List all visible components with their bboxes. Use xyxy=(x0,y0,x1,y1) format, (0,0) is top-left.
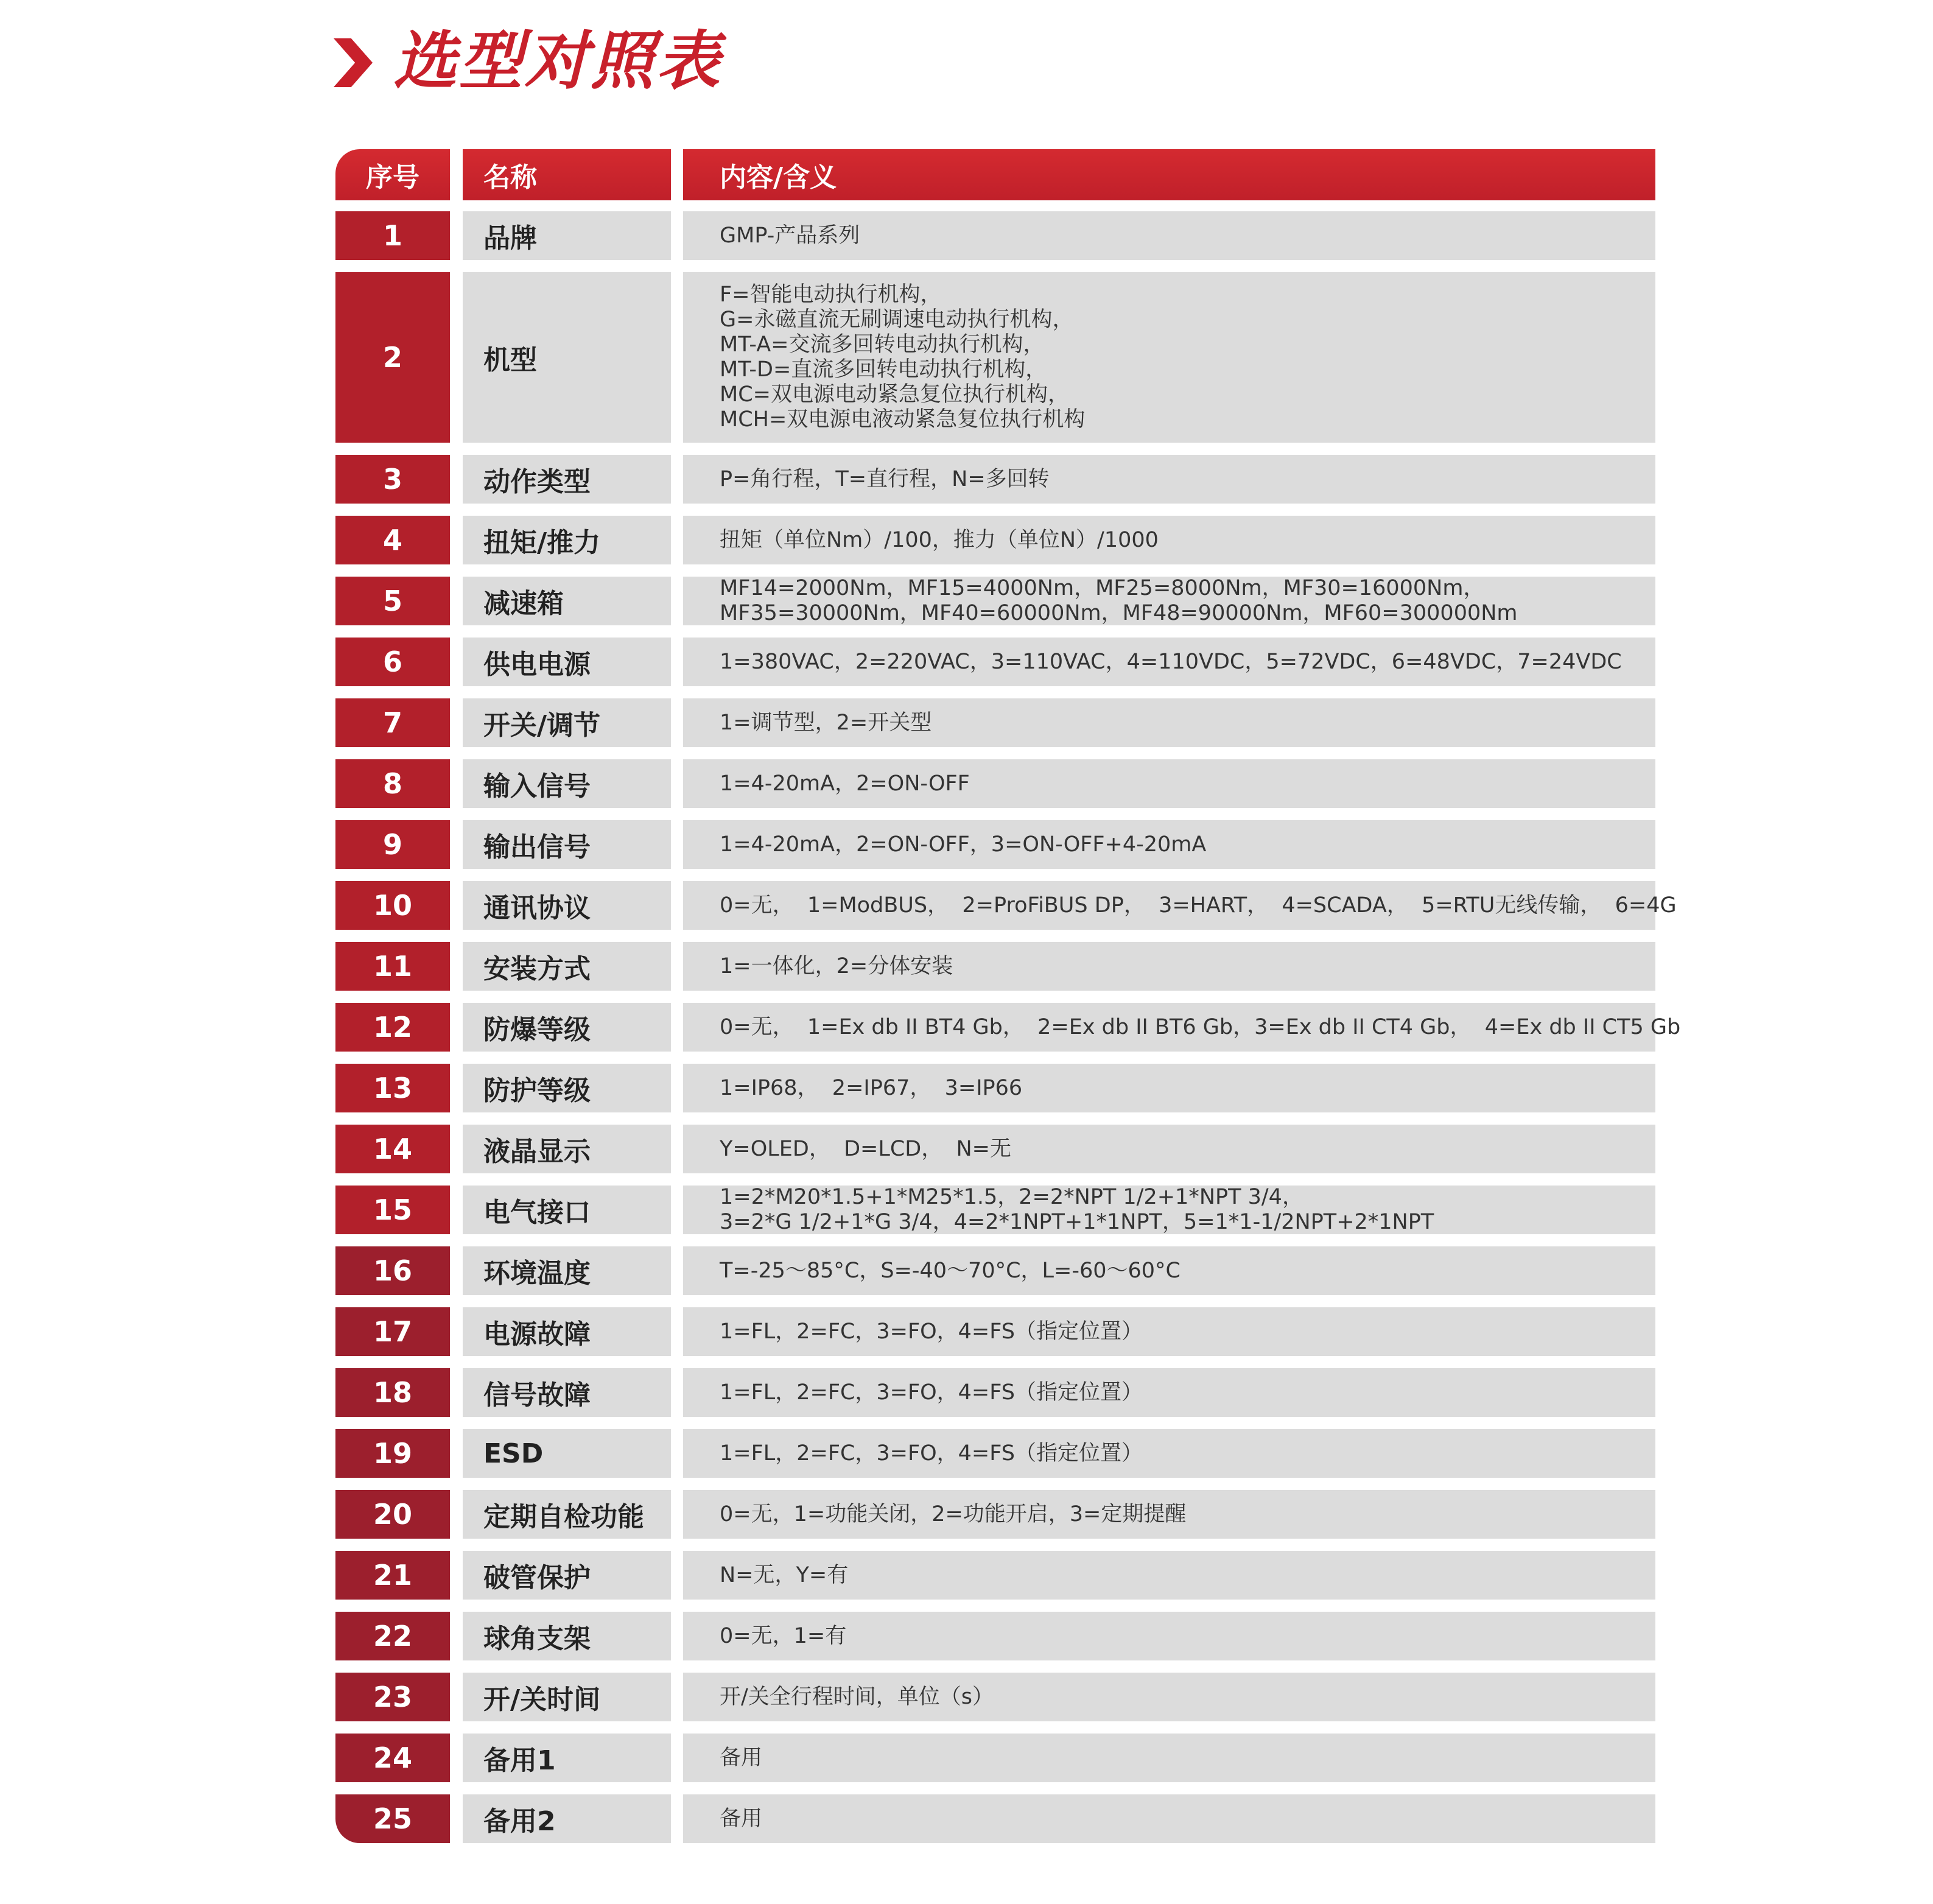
description-line: 1=一体化，2=分体安装 xyxy=(720,954,953,978)
description-line: F=智能电动执行机构， xyxy=(720,283,942,307)
row-number: 1 xyxy=(335,211,450,260)
description-lines xyxy=(720,1185,1434,1235)
header-desc: 内容/含义 xyxy=(683,149,1655,200)
table-row xyxy=(335,1246,1655,1295)
description-line: 1=4-20mA，2=ON-OFF，3=ON-OFF+4-20mA xyxy=(720,832,1207,857)
table-row xyxy=(335,820,1655,869)
row-name: 安装方式 xyxy=(463,942,671,991)
row-description xyxy=(683,942,1655,991)
table-row xyxy=(335,516,1655,564)
description-line: 1=4-20mA，2=ON-OFF xyxy=(720,771,970,796)
table-row xyxy=(335,272,1655,443)
row-name: 环境温度 xyxy=(463,1246,671,1295)
description-lines xyxy=(720,1441,1143,1466)
row-name: 定期自检功能 xyxy=(463,1490,671,1539)
description-lines xyxy=(720,1502,1186,1527)
table-row xyxy=(335,942,1655,991)
description-lines xyxy=(720,1380,1143,1405)
row-number: 2 xyxy=(335,272,450,443)
row-description xyxy=(683,1734,1655,1782)
description-lines xyxy=(720,1015,1680,1040)
row-description xyxy=(683,638,1655,686)
row-name: 破管保护 xyxy=(463,1551,671,1600)
header-no: 序号 xyxy=(335,149,450,200)
chevron-right-icon xyxy=(334,38,373,87)
description-lines xyxy=(720,1259,1180,1284)
description-lines xyxy=(720,1319,1143,1344)
row-description xyxy=(683,1125,1655,1173)
description-line: 扭矩（单位Nm）/100，推力（单位N）/1000 xyxy=(720,527,1159,552)
row-number: 23 xyxy=(335,1673,450,1721)
row-description xyxy=(683,1551,1655,1600)
row-number: 22 xyxy=(335,1612,450,1660)
row-number: 24 xyxy=(335,1734,450,1782)
table-row xyxy=(335,1003,1681,1052)
table-row xyxy=(335,759,1655,808)
row-description xyxy=(683,455,1655,504)
row-number: 15 xyxy=(335,1186,450,1234)
description-lines xyxy=(720,1563,848,1588)
description-line: MT-A=交流多回转电动执行机构， xyxy=(720,332,1045,357)
table-row xyxy=(335,1429,1655,1478)
description-lines xyxy=(720,1624,846,1649)
row-description xyxy=(683,1490,1655,1539)
row-number: 9 xyxy=(335,820,450,869)
row-name: 减速箱 xyxy=(463,577,671,625)
description-lines xyxy=(720,832,1206,857)
row-number: 12 xyxy=(335,1003,450,1052)
description-lines xyxy=(720,467,1050,492)
description-line: GMP-产品系列 xyxy=(720,223,860,248)
description-line: MF14=2000Nm，MF15=4000Nm，MF25=8000Nm，MF30=16000Nm， xyxy=(720,576,1485,600)
page-title-block xyxy=(334,24,722,97)
description-line: MC=双电源电动紧急复位执行机构， xyxy=(720,382,1069,407)
row-description xyxy=(683,759,1655,808)
row-name: 输出信号 xyxy=(463,820,671,869)
row-name: 扭矩/推力 xyxy=(463,516,671,564)
table-row xyxy=(335,1673,1655,1721)
description-lines xyxy=(720,650,1622,675)
row-description xyxy=(683,881,1677,930)
row-number: 5 xyxy=(335,577,450,625)
description-line: 1=IP68， 2=IP67， 3=IP66 xyxy=(720,1075,1023,1100)
row-name: 开/关时间 xyxy=(463,1673,671,1721)
row-number: 19 xyxy=(335,1429,450,1478)
row-name: 防爆等级 xyxy=(463,1003,671,1052)
row-number: 25 xyxy=(335,1794,450,1843)
description-lines xyxy=(720,954,953,979)
description-line: G=永磁直流无刷调速电动执行机构， xyxy=(720,307,1074,332)
description-line: N=无，Y=有 xyxy=(720,1562,849,1587)
description-lines xyxy=(720,1807,762,1832)
row-description xyxy=(683,1003,1681,1052)
description-line: 1=FL，2=FC，3=FO，4=FS（指定位置） xyxy=(720,1441,1143,1466)
table-row xyxy=(335,1551,1655,1600)
row-description xyxy=(683,1186,1655,1234)
table-row xyxy=(335,638,1655,686)
description-line: 1=380VAC，2=220VAC，3=110VAC，4=110VDC，5=72VDC，6=48VDC，7=24VDC xyxy=(720,649,1622,674)
row-number: 18 xyxy=(335,1368,450,1417)
row-name: 电源故障 xyxy=(463,1307,671,1356)
table-row xyxy=(335,1490,1655,1539)
row-description xyxy=(683,577,1655,625)
row-number: 4 xyxy=(335,516,450,564)
row-description xyxy=(683,1673,1655,1721)
row-name: 供电电源 xyxy=(463,638,671,686)
row-name: 液晶显示 xyxy=(463,1125,671,1173)
description-line: 1=2*M20*1.5+1*M25*1.5，2=2*NPT 1/2+1*NPT 3/4， xyxy=(720,1185,1303,1209)
row-description xyxy=(683,1612,1655,1660)
description-lines xyxy=(720,771,970,796)
row-number: 7 xyxy=(335,698,450,747)
row-name: 备用2 xyxy=(463,1794,671,1843)
header-name: 名称 xyxy=(463,149,671,200)
description-line: 备用 xyxy=(720,1745,763,1770)
table-row xyxy=(335,1734,1655,1782)
row-number: 11 xyxy=(335,942,450,991)
row-name: 动作类型 xyxy=(463,455,671,504)
description-line: MCH=双电源电液动紧急复位执行机构 xyxy=(720,407,1086,432)
description-line: Y=OLED， D=LCD， N=无 xyxy=(720,1136,1011,1161)
table-row xyxy=(335,211,1655,260)
page-title: 选型对照表 xyxy=(393,24,723,98)
table-row xyxy=(335,698,1655,747)
description-line: 备用 xyxy=(720,1806,763,1831)
row-description xyxy=(683,1246,1655,1295)
row-description xyxy=(683,1794,1655,1843)
table-row xyxy=(335,881,1677,930)
description-line: 0=无，1=功能关闭，2=功能开启，3=定期提醒 xyxy=(720,1502,1187,1526)
row-description xyxy=(683,1368,1655,1417)
description-lines xyxy=(720,1746,762,1771)
description-lines xyxy=(720,1137,1011,1162)
row-description xyxy=(683,820,1655,869)
table-row xyxy=(335,1064,1655,1112)
description-line: 0=无， 1=ModBUS， 2=ProFiBUS DP， 3=HART， 4=SCADA， 5=RTU无线传输， 6=4G xyxy=(720,893,1677,918)
table-row xyxy=(335,1186,1655,1234)
row-name: 备用1 xyxy=(463,1734,671,1782)
row-description xyxy=(683,211,1655,260)
description-line: 1=调节型，2=开关型 xyxy=(720,710,932,735)
row-name: 防护等级 xyxy=(463,1064,671,1112)
table-body xyxy=(335,211,1681,1843)
row-name: 电气接口 xyxy=(463,1186,671,1234)
table-row xyxy=(335,1307,1655,1356)
description-lines xyxy=(720,576,1518,626)
row-number: 3 xyxy=(335,455,450,504)
table-row xyxy=(335,1125,1655,1173)
table-row xyxy=(335,455,1655,504)
row-description xyxy=(683,1307,1655,1356)
row-name: 信号故障 xyxy=(463,1368,671,1417)
description-lines xyxy=(720,1685,994,1710)
description-lines xyxy=(720,1076,1022,1101)
row-number: 6 xyxy=(335,638,450,686)
table-header xyxy=(335,149,1655,200)
selection-table xyxy=(335,149,1681,1855)
description-line: MT-D=直流多回转电动执行机构， xyxy=(720,357,1047,382)
description-line: 开/关全行程时间，单位（s） xyxy=(720,1684,994,1709)
description-lines xyxy=(720,283,1085,432)
row-name: 通讯协议 xyxy=(463,881,671,930)
row-description xyxy=(683,272,1655,443)
table-row xyxy=(335,1612,1655,1660)
row-description xyxy=(683,516,1655,564)
table-row xyxy=(335,1794,1655,1843)
row-number: 14 xyxy=(335,1125,450,1173)
row-name: 品牌 xyxy=(463,211,671,260)
row-name: 机型 xyxy=(463,272,671,443)
table-row xyxy=(335,1368,1655,1417)
description-line: T=-25～85°C，S=-40～70°C，L=-60～60°C xyxy=(720,1258,1180,1283)
description-line: 0=无， 1=Ex db II BT4 Gb， 2=Ex db II BT6 Gb，3=Ex db II CT4 Gb， 4=Ex db II CT5 Gb xyxy=(720,1014,1681,1039)
row-description xyxy=(683,698,1655,747)
row-description xyxy=(683,1064,1655,1112)
description-lines xyxy=(720,528,1159,553)
description-lines xyxy=(720,223,860,248)
row-number: 16 xyxy=(335,1246,450,1295)
row-name: 球角支架 xyxy=(463,1612,671,1660)
description-line: 0=无，1=有 xyxy=(720,1623,847,1648)
description-lines xyxy=(720,893,1677,918)
row-number: 20 xyxy=(335,1490,450,1539)
row-number: 21 xyxy=(335,1551,450,1600)
row-description xyxy=(683,1429,1655,1478)
description-line: 1=FL，2=FC，3=FO，4=FS（指定位置） xyxy=(720,1380,1143,1405)
description-line: 1=FL，2=FC，3=FO，4=FS（指定位置） xyxy=(720,1319,1143,1344)
description-line: MF35=30000Nm，MF40=60000Nm，MF48=90000Nm，MF60=300000Nm xyxy=(720,601,1518,625)
description-line: P=角行程，T=直行程，N=多回转 xyxy=(720,466,1050,491)
table-row xyxy=(335,577,1655,625)
description-lines xyxy=(720,711,931,736)
row-number: 17 xyxy=(335,1307,450,1356)
description-line: 3=2*G 1/2+1*G 3/4，4=2*1NPT+1*1NPT，5=1*1-1/2NPT+2*1NPT xyxy=(720,1210,1434,1234)
row-name: ESD xyxy=(463,1429,671,1478)
row-number: 10 xyxy=(335,881,450,930)
row-number: 8 xyxy=(335,759,450,808)
row-name: 开关/调节 xyxy=(463,698,671,747)
row-number: 13 xyxy=(335,1064,450,1112)
row-name: 输入信号 xyxy=(463,759,671,808)
